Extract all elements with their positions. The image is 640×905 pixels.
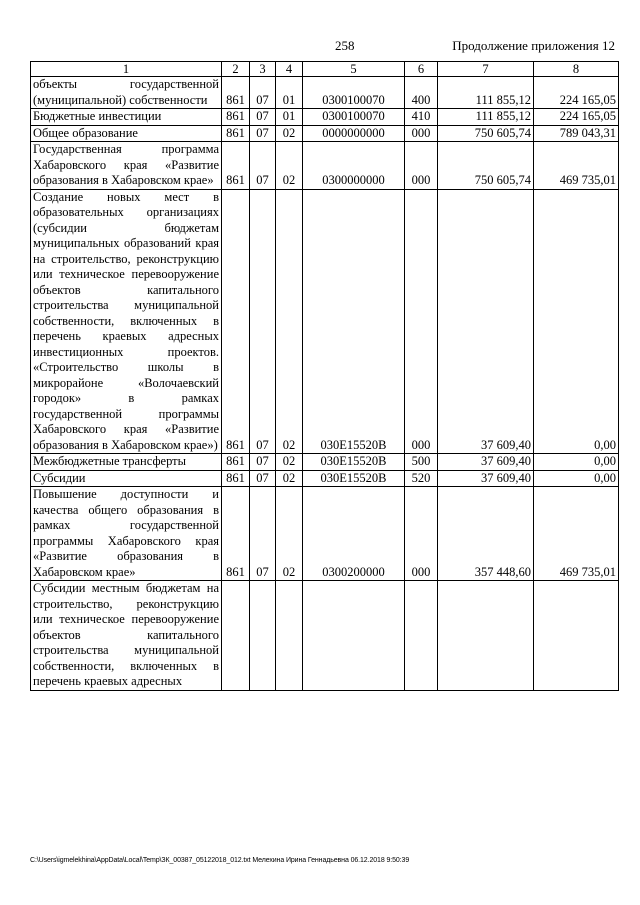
cell-amount-col7: 357 448,60 xyxy=(438,487,534,581)
row-description: Субсидии xyxy=(31,470,222,487)
row-description: Государственная программа Хабаровского края «Развитие образования в Хабаровском крае» xyxy=(31,142,222,190)
cell-admin-code: 861 xyxy=(222,189,250,454)
column-header: 4 xyxy=(276,62,303,77)
table-row xyxy=(31,109,619,126)
column-header: 8 xyxy=(534,62,619,77)
cell-section: 07 xyxy=(250,125,276,142)
cell-admin-code: 861 xyxy=(222,77,250,109)
column-header: 6 xyxy=(405,62,438,77)
table-row xyxy=(31,487,619,581)
page-number: 258 xyxy=(335,38,355,53)
row-description: объекты государственной (муниципальной) собственности xyxy=(31,77,222,109)
cell-amount-col7: 111 855,12 xyxy=(438,77,534,109)
row-description: Повышение доступности и качества общего образования в рамках государственной программы Хабаровского края «Развитие образования в Хабаровском крае» xyxy=(31,487,222,581)
row-description: Субсидии местным бюджетам на строительство, реконструкцию или техническое перевооружение объектов капитального строительства муниципальной собственности, включенных в перечень краевых адресных xyxy=(31,581,222,691)
cell-amount-col8: 224 165,05 xyxy=(534,109,619,126)
cell-subsection: 02 xyxy=(276,142,303,190)
cell-target-item: 030E15520В xyxy=(303,470,405,487)
cell-amount-col8: 0,00 xyxy=(534,189,619,454)
cell-section: 07 xyxy=(250,487,276,581)
cell-expense-type: 410 xyxy=(405,109,438,126)
cell-amount-col8: 0,00 xyxy=(534,470,619,487)
cell-amount-col8: 469 735,01 xyxy=(534,487,619,581)
column-header: 1 xyxy=(31,62,222,77)
cell-target-item: 030E15520В xyxy=(303,189,405,454)
cell-amount-col8: 789 043,31 xyxy=(534,125,619,142)
cell-expense-type: 000 xyxy=(405,487,438,581)
cell-admin-code: 861 xyxy=(222,470,250,487)
cell-amount-col8: 0,00 xyxy=(534,454,619,471)
cell-amount-col7: 111 855,12 xyxy=(438,109,534,126)
cell-subsection: 01 xyxy=(276,109,303,126)
cell-amount-col8 xyxy=(534,581,619,691)
cell-section: 07 xyxy=(250,454,276,471)
cell-amount-col7 xyxy=(438,581,534,691)
cell-amount-col7: 37 609,40 xyxy=(438,454,534,471)
cell-amount-col7: 750 605,74 xyxy=(438,142,534,190)
cell-target-item xyxy=(303,581,405,691)
cell-section xyxy=(250,581,276,691)
cell-admin-code: 861 xyxy=(222,487,250,581)
row-description: Создание новых мест в образовательных организациях (субсидии бюджетам муниципальных образований края на строительство, реконструкцию или техническое перевооружение объектов капитального строительства муниципальной собственности, включенных в перечень краевых адресных инвестиционных проектов. «Строительство школы в микрорайоне «Волочаевский городок» в рамках государственной программы Хабаровского края «Развитие образования в Хабаровском крае») xyxy=(31,189,222,454)
cell-subsection: 02 xyxy=(276,487,303,581)
column-header: 3 xyxy=(250,62,276,77)
cell-subsection xyxy=(276,581,303,691)
cell-admin-code: 861 xyxy=(222,142,250,190)
cell-admin-code: 861 xyxy=(222,454,250,471)
cell-subsection: 01 xyxy=(276,77,303,109)
cell-section: 07 xyxy=(250,77,276,109)
cell-amount-col7: 37 609,40 xyxy=(438,470,534,487)
column-header: 2 xyxy=(222,62,250,77)
cell-expense-type: 000 xyxy=(405,142,438,190)
cell-target-item: 0300200000 xyxy=(303,487,405,581)
cell-subsection: 02 xyxy=(276,125,303,142)
cell-amount-col8: 469 735,01 xyxy=(534,142,619,190)
table-row xyxy=(31,189,619,454)
cell-section: 07 xyxy=(250,109,276,126)
file-path-footer: C:\Users\igmelekhina\AppData\Local\Temp\ЗК_00387_05122018_012.txt Мелехина Ирина Геннадьевна 06.12.2018 9:50:39 xyxy=(30,857,410,864)
cell-amount-col8: 224 165,05 xyxy=(534,77,619,109)
cell-target-item: 030E15520В xyxy=(303,454,405,471)
cell-target-item: 0000000000 xyxy=(303,125,405,142)
cell-amount-col7: 750 605,74 xyxy=(438,125,534,142)
row-description: Межбюджетные трансферты xyxy=(31,454,222,471)
cell-expense-type xyxy=(405,581,438,691)
table-header-row xyxy=(31,62,619,77)
cell-section: 07 xyxy=(250,142,276,190)
cell-expense-type: 000 xyxy=(405,189,438,454)
cell-target-item: 0300000000 xyxy=(303,142,405,190)
cell-expense-type: 000 xyxy=(405,125,438,142)
cell-section: 07 xyxy=(250,470,276,487)
table-row xyxy=(31,142,619,190)
column-header: 7 xyxy=(438,62,534,77)
cell-admin-code xyxy=(222,581,250,691)
table-row xyxy=(31,77,619,109)
cell-admin-code: 861 xyxy=(222,125,250,142)
cell-expense-type: 500 xyxy=(405,454,438,471)
table-row xyxy=(31,581,619,691)
cell-amount-col7: 37 609,40 xyxy=(438,189,534,454)
cell-expense-type: 520 xyxy=(405,470,438,487)
row-description: Бюджетные инвестиции xyxy=(31,109,222,126)
column-header: 5 xyxy=(303,62,405,77)
table-row xyxy=(31,125,619,142)
cell-subsection: 02 xyxy=(276,189,303,454)
continuation-label: Продолжение приложения 12 xyxy=(452,38,615,53)
cell-subsection: 02 xyxy=(276,470,303,487)
cell-target-item: 0300100070 xyxy=(303,77,405,109)
cell-admin-code: 861 xyxy=(222,109,250,126)
cell-subsection: 02 xyxy=(276,454,303,471)
table-row xyxy=(31,470,619,487)
cell-section: 07 xyxy=(250,189,276,454)
cell-expense-type: 400 xyxy=(405,77,438,109)
table-row xyxy=(31,454,619,471)
row-description: Общее образование xyxy=(31,125,222,142)
budget-table xyxy=(30,61,619,691)
cell-target-item: 0300100070 xyxy=(303,109,405,126)
